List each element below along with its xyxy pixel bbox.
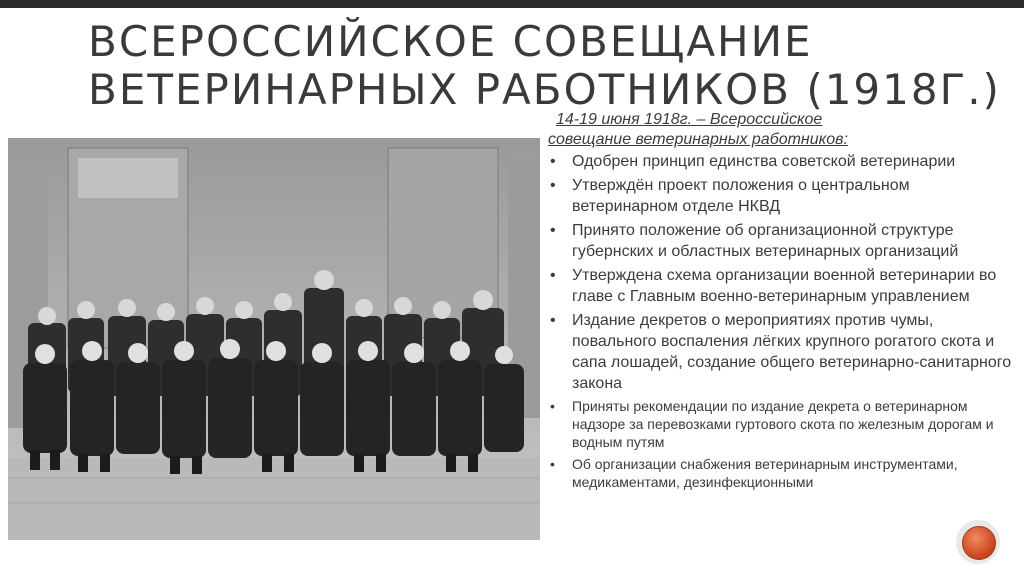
next-slide-circle-icon [962, 526, 996, 560]
bullet-text: Издание декретов о мероприятиях против чумы, повального воспаления лёгких крупного рогатого скота и сапа лошадей, создание общего ветеринарно-санитарного закона [572, 312, 1012, 392]
bullet-text: Принято положение об организационной структуре губернских и областных ветеринарных организаций [572, 222, 959, 260]
bullet-item [548, 175, 1018, 217]
bullet-text: Утверждён проект положения о центральном ветеринарном отделе НКВД [572, 177, 910, 215]
bullet-item [548, 151, 1018, 172]
next-slide-button[interactable] [956, 520, 1000, 564]
bullet-dot: • [550, 177, 556, 194]
bullet-item [548, 455, 1018, 491]
text-panel [548, 110, 1018, 574]
bullet-item [548, 397, 1018, 451]
top-bar [0, 0, 1024, 8]
bullet-text: Об организации снабжения ветеринарным инструментами, медикаментами, дезинфекционными [572, 456, 958, 490]
group-photo [8, 138, 540, 540]
bullet-text: Утверждена схема организации военной ветеринарии во главе с Главным военно-ветеринарным управлением [572, 267, 997, 305]
slide-title-line-2: ВЕТЕРИНАРНЫХ РАБОТНИКОВ (1918Г.) [88, 65, 1001, 114]
bullet-dot: • [550, 456, 555, 472]
bullet-text: Приняты рекомендации по издание декрета о ветеринарном надзоре за перевозками гуртового скота по железным дорогам и водным путям [572, 398, 994, 450]
bullet-list [548, 151, 1018, 491]
bullet-item [548, 310, 1018, 394]
bullet-dot: • [550, 398, 555, 414]
bullet-dot: • [550, 153, 556, 170]
slide-title [88, 17, 1001, 114]
bullet-dot: • [550, 312, 556, 329]
subtitle-line-1: 14-19 июня 1918г. – Всероссийское [556, 111, 823, 128]
slide-title-line-1: ВСЕРОССИЙСКОЕ СОВЕЩАНИЕ [88, 17, 813, 66]
bullet-item [548, 220, 1018, 262]
bullet-dot: • [550, 222, 556, 239]
bullet-text: Одобрен принцип единства советской ветеринарии [572, 153, 956, 170]
bullet-dot: • [550, 267, 556, 284]
subtitle [548, 110, 1018, 150]
bullet-item [548, 265, 1018, 307]
group-photo-image [8, 138, 540, 540]
subtitle-line-2: совещание ветеринарных работников: [548, 131, 848, 148]
